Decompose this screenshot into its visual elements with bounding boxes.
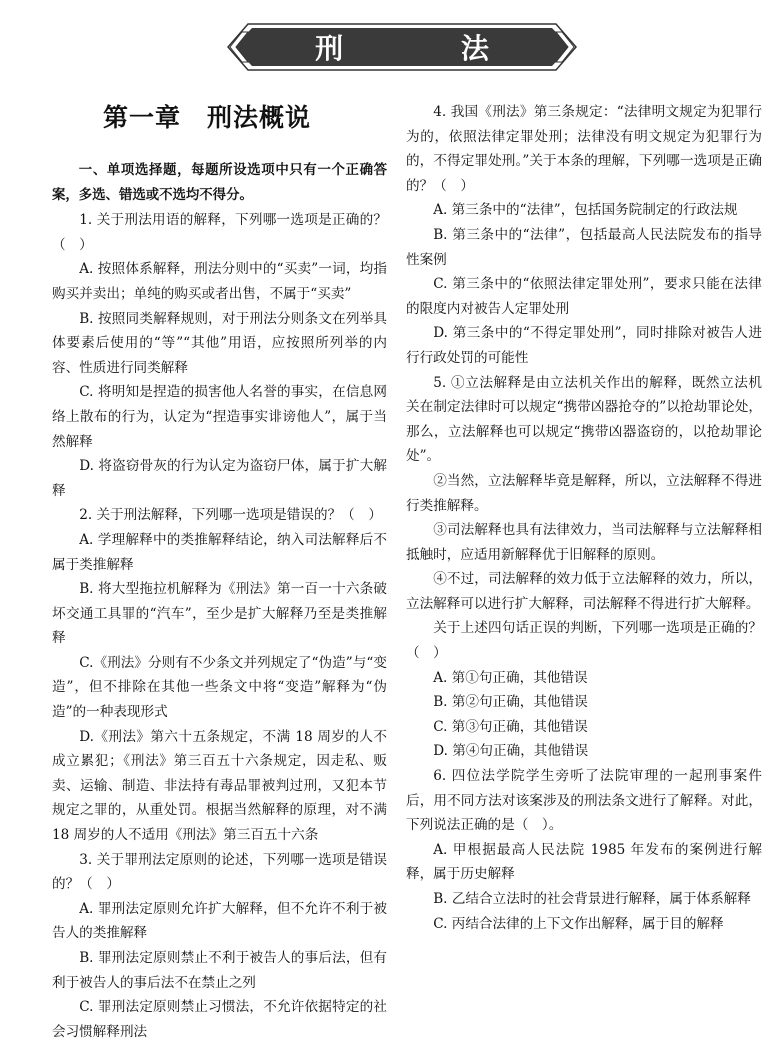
option: A. 按照体系解释，刑法分则中的“买卖”一词，均指购买并卖出；单纯的购买或者出售，不属于“买卖” xyxy=(52,261,387,302)
option: D. 第三条中的“不得定罪处刑”，同时排除对被告人进行行政处罚的可能性 xyxy=(406,325,762,366)
question-stem: 3. 关于罪刑法定原则的论述，下列哪一选项是错误的？（ ） xyxy=(52,851,387,893)
option: A. 第三条中的“法律”，包括国务院制定的行政法规 xyxy=(433,202,738,219)
banner-title: 刑 法 xyxy=(315,32,543,65)
option: B. 按照同类解释规则，对于刑法分则条文在列举具体要素后使用的“等”“其他”用语，应按照所列举的内容、性质进行同类解释 xyxy=(52,310,387,376)
option: D. 将盗窃骨灰的行为认定为盗窃尸体，属于扩大解释 xyxy=(52,458,387,499)
option: C. 丙结合法律的上下文作出解释，属于目的解释 xyxy=(433,915,724,932)
chapter-title: 第一章 刑法概说 xyxy=(103,103,312,132)
question-stem: 1. 关于刑法用语的解释，下列哪一选项是正确的？（ ） xyxy=(52,212,387,253)
option: B. 罪刑法定原则禁止不利于被告人的事后法，但有利于被告人的事后法不在禁止之列 xyxy=(52,950,387,991)
option: C. 罪刑法定原则禁止习惯法，不允许依据特定的社会习惯解释刑法 xyxy=(52,999,387,1040)
option: C. 第三条中的“依照法律定罪处刑”，要求只能在法律的限度内对被告人定罪处刑 xyxy=(406,276,762,317)
statement: ③司法解释也具有法律效力，当司法解释与立法解释相抵触时，应适用新解释优于旧解释的原则。 xyxy=(406,522,762,563)
title-banner xyxy=(226,22,578,72)
option: A. 甲根据最高人民法院 1985 年发布的案例进行解释，属于历史解释 xyxy=(406,841,762,883)
right-column xyxy=(406,100,762,936)
question-stem: 6. 四位法学院学生旁听了法院审理的一起刑事案件后，用不同方法对该案涉及的刑法条文进行了解释。对此，下列说法正确的是（ ）。 xyxy=(406,768,762,834)
option: B. 第②句正确，其他错误 xyxy=(433,694,588,711)
option: A. 学理解释中的类推解释结论，纳入司法解释后不属于类推解释 xyxy=(52,531,387,573)
option: D.《刑法》第六十五条规定，不满 18 周岁的人不成立累犯；《刑法》第三百五十六条规定，因走私、贩卖、运输、制造、非法持有毒品罪被判过刑，又犯本节规定之罪的，从重处罚。根据当然解释的原理，对不满 18 周岁的人不适用《刑法》第三百五十六条 xyxy=(52,728,387,844)
question-prompt: 关于上述四句话正误的判断，下列哪一选项是正确的？（ ） xyxy=(406,620,762,662)
option: C. 第③句正确，其他错误 xyxy=(433,718,588,735)
option: A. 罪刑法定原则允许扩大解释，但不允许不利于被告人的类推解释 xyxy=(52,900,387,942)
option: A. 第①句正确，其他错误 xyxy=(433,669,588,686)
statement: ②当然，立法解释毕竟是解释，所以，立法解释不得进行类推解释。 xyxy=(406,472,762,514)
option: B. 第三条中的“法律”，包括最高人民法院发布的指导性案例 xyxy=(406,226,762,268)
section-heading: 一、单项选择题，每题所设选项中只有一个正确答案，多选、错选或不选均不得分。 xyxy=(52,163,387,203)
option: C.《刑法》分则有不少条文并列规定了“伪造”与“变造”，但不排除在其他一些条文中将“变造”解释为“伪造”的一种表现形式 xyxy=(52,654,387,721)
option: B. 将大型拖拉机解释为《刑法》第一百一十六条破坏交通工具罪的“汽车”，至少是扩大解释乃至是类推解释 xyxy=(52,581,387,647)
option: B. 乙结合立法时的社会背景进行解释，属于体系解释 xyxy=(433,891,751,907)
option: D. 第④句正确，其他错误 xyxy=(433,743,589,760)
statement: ④不过，司法解释的效力低于立法解释的效力，所以，立法解释可以进行扩大解释，司法解释不得进行扩大解释。 xyxy=(406,571,762,612)
question-stem: 5. ①立法解释是由立法机关作出的解释，既然立法机关在制定法律时可以规定“携带凶器抢夺的”以抢劫罪论处，那么，立法解释也可以规定“携带凶器盗窃的，以抢劫罪论处”。 xyxy=(406,374,762,465)
left-column xyxy=(52,159,387,1044)
question-stem: 2. 关于刑法解释，下列哪一选项是错误的？（ ） xyxy=(79,507,382,524)
option: C. 将明知是捏造的损害他人名誉的事实，在信息网络上散布的行为，认定为“捏造事实诽谤他人”，属于当然解释 xyxy=(52,384,387,450)
question-stem: 4. 我国《刑法》第三条规定：“法律明文规定为犯罪行为的，依照法律定罪处刑；法律没有明文规定为犯罪行为的，不得定罪处刑。”关于本条的理解，下列哪一选项是正确的？（ ） xyxy=(406,104,762,194)
